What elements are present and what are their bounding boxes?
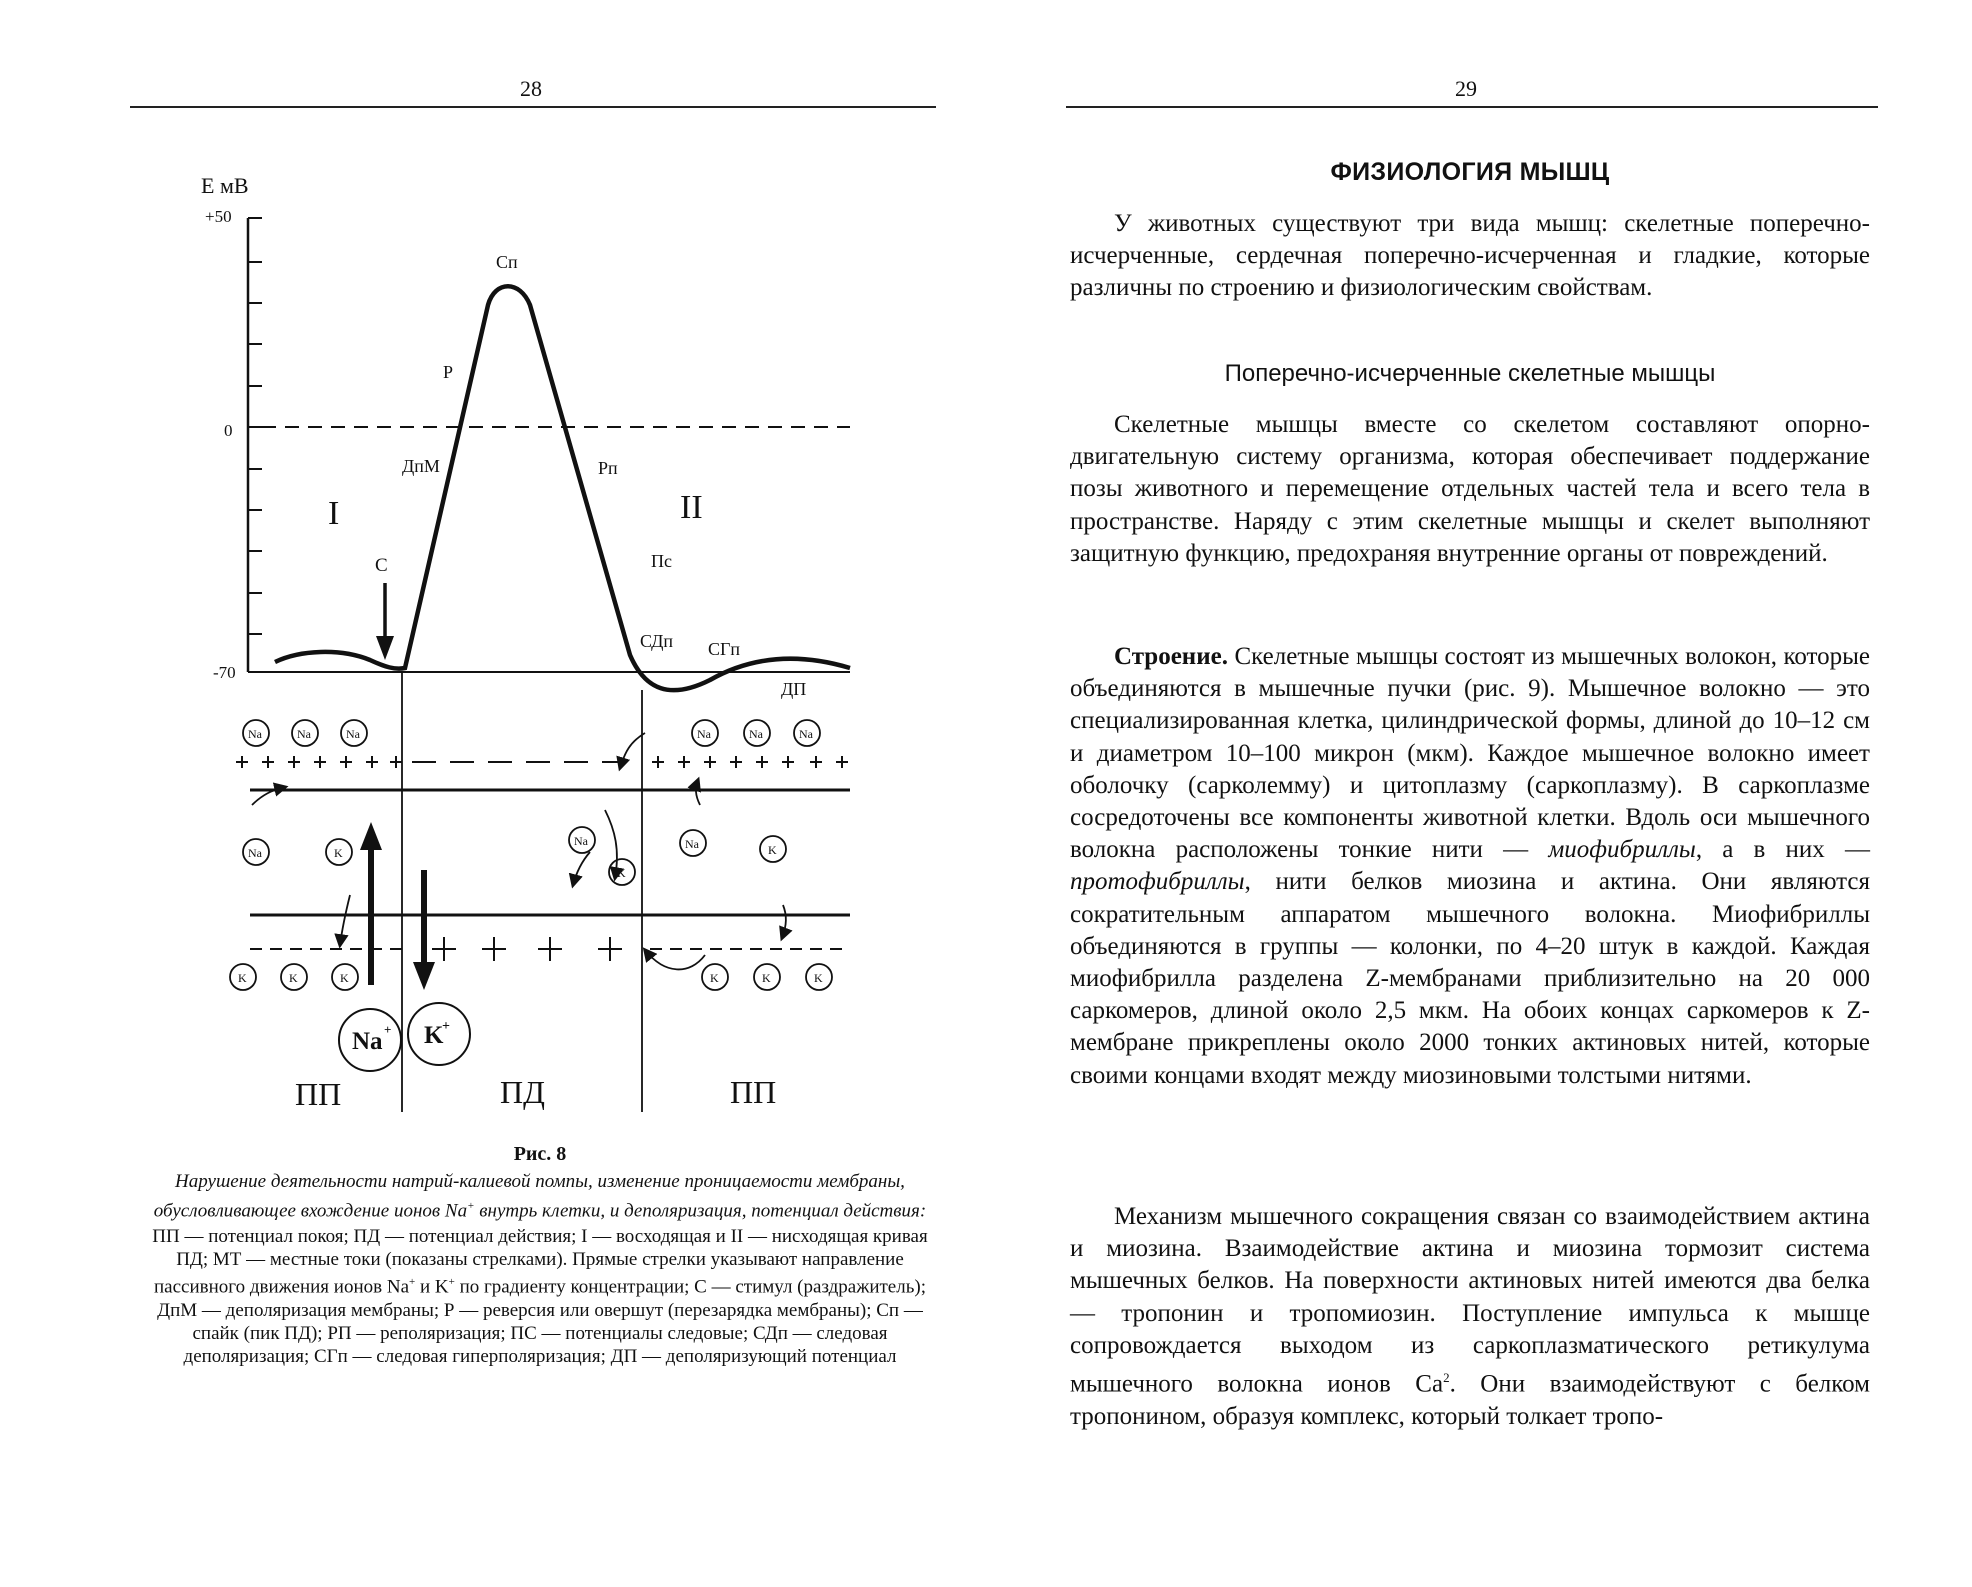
action-potential-curve bbox=[275, 286, 850, 690]
svg-text:Na: Na bbox=[574, 834, 588, 848]
label-repolarization: Рп bbox=[598, 458, 618, 478]
svg-text:K: K bbox=[289, 971, 298, 985]
page-number-right: 29 bbox=[1455, 76, 1477, 101]
svg-text:K: K bbox=[340, 971, 349, 985]
svg-text:K: K bbox=[710, 971, 719, 985]
stimulus-arrow-head bbox=[376, 636, 394, 660]
label-reversal: Р bbox=[443, 362, 454, 382]
paragraph-structure: Строение. Скелетные мышцы состоят из мышечных волокон, которые объединяются в мышечные пучки (рис. 9). Мышечное волокно — это специализированная клетка, цилиндрической формы, длиной до 10–12 см и диаметром 10–100 микрон (мкм). Каждое мышечное волокно имеет оболочку (сарколемму) и цитоплазму (саркоплазму). В саркоплазме сосредоточены все компоненты животной клетки. Вдоль оси мышечного волокна расположены тонкие нити — миофибриллы, а в них — протофибриллы, нити белков миозина и актина. Они являются сократительным аппаратом мышечного волокна. Миофибриллы объединяются в группы — колонки, по 4–20 штук в каждой. Каждая миофибрилла разделена Z-мембранами приблизительно на 20 000 саркомеров, длиной около 2,5 мкм. На обоих концах саркомеров к Z-мембране прикреплены около 2000 тонких актиновых нитей, которые своими концами входят между миозиновыми толстыми нитями. bbox=[1070, 643, 1870, 1089]
label-depolarization: ДпМ bbox=[402, 456, 440, 476]
svg-text:K: K bbox=[762, 971, 771, 985]
zone-label-action-potential: ПД bbox=[500, 1074, 545, 1110]
header-rule-right bbox=[1066, 106, 1878, 108]
outer-plus-charges-left bbox=[236, 756, 402, 768]
subsection-title: Поперечно-исчерченные скелетные мышцы bbox=[1224, 360, 1716, 387]
y-tick-label-zero: 0 bbox=[224, 421, 233, 440]
svg-text:Na: Na bbox=[248, 727, 262, 741]
section-title: ФИЗИОЛОГИЯ МЫШЦ bbox=[1330, 158, 1610, 186]
zone-label-resting-right: ПП bbox=[730, 1074, 777, 1110]
zone-label-resting-left: ПП bbox=[295, 1076, 342, 1112]
k-ion-big-charge: + bbox=[442, 1019, 450, 1034]
na-ion-group-outer-right bbox=[692, 720, 820, 746]
svg-text:Na: Na bbox=[799, 727, 813, 741]
k-ion-group-inner-left bbox=[230, 964, 358, 990]
na-influx-arrow-head bbox=[360, 822, 382, 850]
figure-title: Нарушение деятельности натрий-калиевой помпы, изменение проницаемости мембраны, обусловливающее вхождение ионов Na+ внутрь клетки, и деполяризация, потенциал действия: bbox=[153, 1171, 927, 1222]
local-current-arrows bbox=[252, 733, 786, 969]
svg-text:K: K bbox=[238, 971, 247, 985]
ions-in-membrane bbox=[243, 827, 786, 885]
phase-label-rising: I bbox=[328, 495, 340, 532]
svg-text:K: K bbox=[617, 866, 626, 880]
paragraph-skeletal-muscles: Скелетные мышцы вместе со скелетом составляют опорно-двигательную систему организма, которая обеспечивает поддержание позы животного и перемещение отдельных частей тела и всего тела в пространстве. Наряду с этим скелетные мышцы и скелет выполняют защитную функцию, предохраняя внутренние органы от повреждений. bbox=[1070, 411, 1870, 567]
svg-text:K: K bbox=[768, 843, 777, 857]
na-ion-group-outer-left bbox=[243, 720, 367, 746]
inner-plus-charges bbox=[432, 937, 622, 961]
y-tick-label-minus70: -70 bbox=[213, 663, 236, 682]
svg-text:Na: Na bbox=[297, 727, 311, 741]
label-trace-hyperpolarization: СГп bbox=[708, 639, 741, 659]
paragraph-contraction-mechanism: Механизм мышечного сокращения связан со взаимодействием актина и миозина. Взаимодействие актина и миозина тормозит система мышечных белков. На поверхности актиновых нитей имеются два белка — тропонин и тропомиозин. Поступление импульса к мышце сопровождается выходом из саркоплазматического ретикулума мышечного волокна ионов Ca$^2$. Они взаимодействуют с белком тропонином, образуя комплекс, который толкает тропо- bbox=[1070, 1203, 1870, 1430]
y-tick-label-plus50: +50 bbox=[205, 207, 232, 226]
svg-text:Na: Na bbox=[697, 727, 711, 741]
svg-text:Na: Na bbox=[749, 727, 763, 741]
svg-text:K: K bbox=[814, 971, 823, 985]
outer-plus-charges-right bbox=[652, 756, 848, 768]
label-trace-potentials: Пс bbox=[651, 551, 672, 571]
phase-label-falling: II bbox=[680, 489, 703, 526]
k-ion-group-inner-right bbox=[702, 964, 832, 990]
label-trace-depolarization: СДп bbox=[640, 631, 674, 651]
y-axis-label: E мВ bbox=[201, 173, 249, 198]
label-depolarizing-potential: ДП bbox=[781, 679, 807, 699]
na-ion-big-charge: + bbox=[384, 1022, 392, 1037]
figure-number: Рис. 8 bbox=[513, 1143, 567, 1165]
y-axis-ticks bbox=[248, 218, 262, 634]
figure-caption bbox=[140, 1143, 940, 1368]
figure-legend: ПП — потенциал покоя; ПД — потенциал действия; I — восходящая и II — нисходящая кривая ПД; МТ — местные токи (показаны стрелками). Прямые стрелки указывают направление пассивного движения ионов Na+ и K+ по градиенту концентрации; С — стимул (раздражитель); ДпМ — деполяризация мембраны; Р — реверсия или овершут (перезарядка мембраны); Сп — спайк (пик ПД); РП — реполяризация; ПС — потенциалы следовые; СДп — следовая деполяризация; СГп — следовая гиперполяризация; ДП — деполяризующий потенциал bbox=[152, 1226, 928, 1367]
k-efflux-arrow-head bbox=[413, 962, 435, 990]
page-number-left: 28 bbox=[520, 76, 542, 101]
svg-text:K: K bbox=[334, 846, 343, 860]
na-ion-big-label: Na bbox=[352, 1028, 383, 1055]
label-spike: Сп bbox=[496, 252, 518, 272]
structure-run-in-heading: Строение. bbox=[1114, 643, 1228, 670]
svg-text:Na: Na bbox=[685, 837, 699, 851]
svg-text:Na: Na bbox=[248, 846, 262, 860]
label-stimulus: С bbox=[375, 555, 388, 576]
intro-paragraph: У животных существуют три вида мышц: скелетные поперечно-исчерченные, сердечная поперечно-исчерченная и гладкие, которые различны по строению и физиологическим свойствам. bbox=[1070, 210, 1870, 302]
k-ion-big-label: K bbox=[424, 1022, 444, 1049]
svg-text:Na: Na bbox=[346, 727, 360, 741]
